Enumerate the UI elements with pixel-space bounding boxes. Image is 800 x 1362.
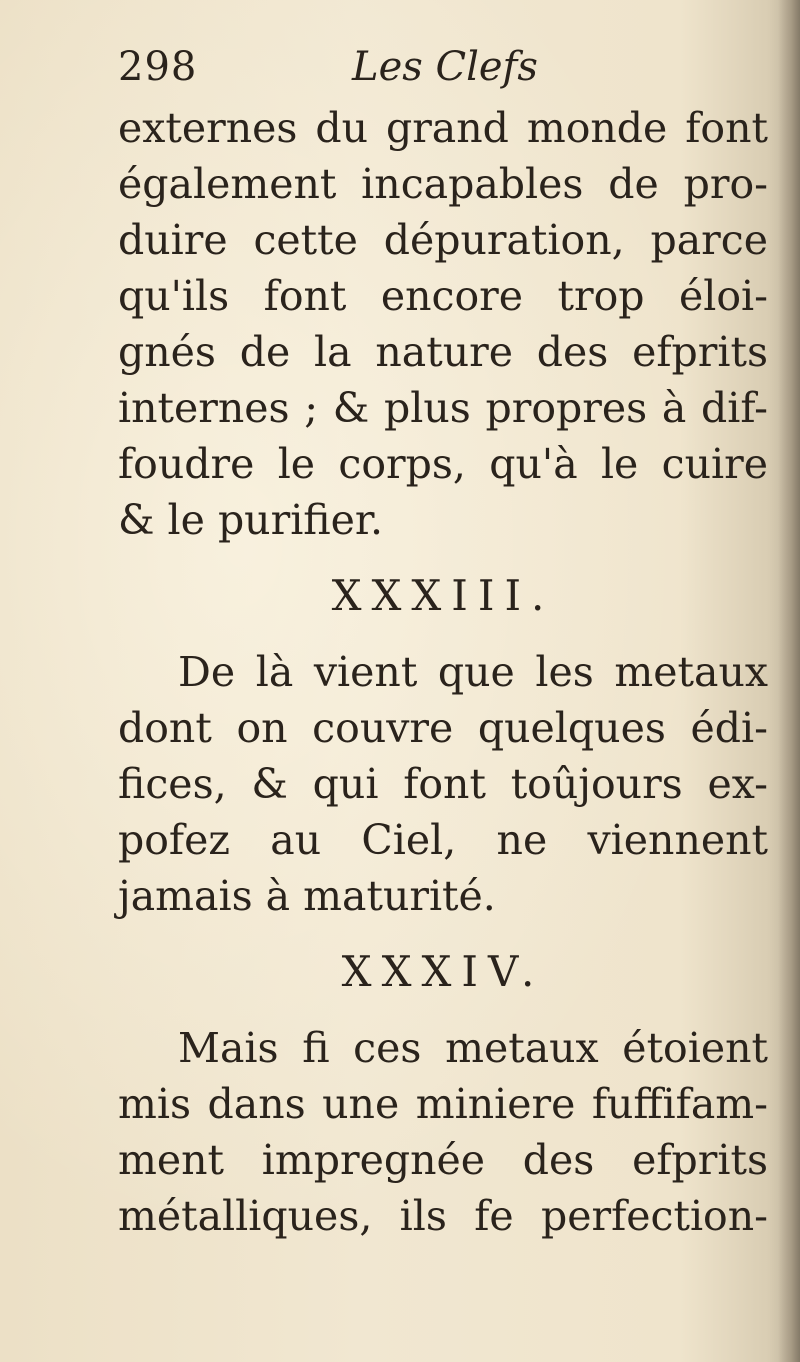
text-line: De là vient que les metaux <box>178 648 768 696</box>
text-line: fices, & qui font toûjours ex- <box>118 760 768 808</box>
page-gutter-shadow <box>778 0 800 1362</box>
page-header <box>118 44 678 104</box>
text-line: internes ; & plus propres à dif- <box>118 384 768 432</box>
text-line: externes du grand monde font <box>118 104 768 152</box>
text-line: qu'ils font encore trop éloi- <box>118 272 768 320</box>
text-line: également incapables de pro- <box>118 160 768 208</box>
section-heading-34: XXXIV. <box>341 947 545 996</box>
text-line: jamais à maturité. <box>118 872 496 920</box>
text-line: & le purifier. <box>118 496 384 544</box>
text-line: duire cette dépuration, parce <box>118 216 768 264</box>
running-title: Les Clefs <box>352 44 538 90</box>
section-heading-33: XXXIII. <box>331 571 555 620</box>
text-line: mis dans une miniere fuffifam- <box>118 1080 768 1128</box>
text-line: dont on couvre quelques édi- <box>118 704 768 752</box>
text-line: ment impregnée des efprits <box>118 1136 768 1184</box>
page-number: 298 <box>118 44 198 90</box>
text-line: métalliques, ils fe perfection- <box>118 1192 768 1240</box>
text-line: gnés de la nature des efprits <box>118 328 768 376</box>
text-line: pofez au Ciel, ne viennent <box>118 816 768 864</box>
text-line: foudre le corps, qu'à le cuire <box>118 440 768 488</box>
text-line: Mais fi ces metaux étoient <box>178 1024 768 1072</box>
body-text <box>118 100 768 1244</box>
